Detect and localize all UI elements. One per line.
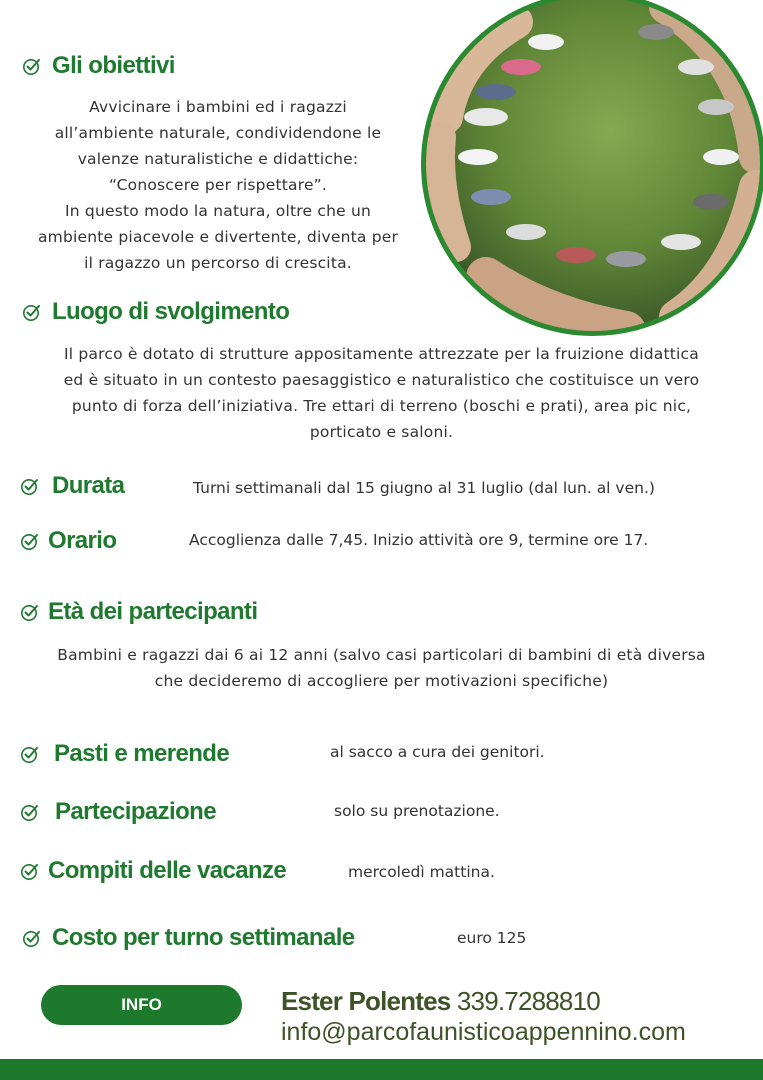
heading-pasti [20, 740, 229, 768]
text-line: In questo modo la natura, oltre che un [64, 202, 371, 220]
text-line: Il parco è dotato di strutture appositamente attrezzate per la fruizione didattica [64, 345, 699, 363]
heading-luogo-label: Luogo di svolgimento [52, 298, 290, 325]
check-circle-icon [20, 602, 40, 622]
contact-phone[interactable]: 339.7288810 [456, 986, 600, 1016]
heading-eta [20, 598, 257, 626]
text-line: Bambini e ragazzi dai 6 ai 12 anni (salvo casi particolari di bambini di età diversa [57, 646, 706, 664]
text-line: ambiente piacevole e divertente, diventa per [37, 228, 399, 246]
check-circle-icon [22, 928, 42, 948]
info-button[interactable] [41, 985, 242, 1025]
text-line: Avvicinare i bambini ed i ragazzi [89, 98, 347, 116]
check-circle-icon [20, 531, 40, 551]
costo-text: euro 125 [457, 929, 527, 947]
compiti-text: mercoledì mattina. [348, 863, 495, 881]
check-circle-icon [20, 476, 40, 496]
orario-text: Accoglienza dalle 7,45. Inizio attività ore 9, termine ore 17. [189, 531, 649, 549]
text-line: valenze naturalistiche e didattiche: [77, 150, 359, 168]
check-circle-icon [22, 302, 42, 322]
info-button-label: INFO [121, 995, 162, 1014]
heading-compiti-label: Compiti delle vacanze [48, 857, 287, 884]
contact-name: Ester Polentes [281, 986, 451, 1016]
check-circle-icon [20, 802, 40, 822]
obiettivi-text [20, 94, 416, 276]
heading-partecipazione-label: Partecipazione [55, 798, 216, 825]
heading-obiettivi-label: Gli obiettivi [52, 52, 175, 79]
text-line: punto di forza dell’iniziativa. Tre ettari di terreno (boschi e prati), area pic nic, [71, 397, 692, 415]
check-circle-icon [22, 56, 42, 76]
heading-compiti [20, 857, 286, 885]
heading-costo-label: Costo per turno settimanale [52, 924, 355, 951]
contact-line [281, 986, 600, 1017]
heading-eta-label: Età dei partecipanti [48, 598, 258, 625]
check-circle-icon [20, 861, 40, 881]
eta-text [20, 642, 743, 694]
heading-luogo [22, 298, 289, 326]
contact-email[interactable]: info@parcofaunisticoappennino.com [281, 1018, 686, 1046]
heading-orario [20, 527, 116, 555]
text-line: il ragazzo un percorso di crescita. [84, 254, 352, 272]
text-line: che decideremo di accogliere per motivazioni specifiche) [154, 672, 609, 690]
text-line: all’ambiente naturale, condividendone le [54, 124, 382, 142]
text-line: “Conoscere per rispettare”. [108, 176, 328, 194]
kids-circle-photo [421, 0, 763, 336]
luogo-text [20, 341, 743, 445]
text-line: porticato e saloni. [309, 423, 454, 441]
heading-costo [22, 924, 355, 952]
heading-obiettivi [22, 52, 175, 80]
partecipazione-text: solo su prenotazione. [334, 802, 500, 820]
heading-durata [20, 472, 124, 500]
heading-orario-label: Orario [48, 527, 117, 554]
footer-bar [0, 1059, 763, 1080]
heading-durata-label: Durata [52, 472, 125, 499]
pasti-text: al sacco a cura dei genitori. [330, 743, 545, 761]
check-circle-icon [20, 744, 40, 764]
photo-illustration [426, 0, 760, 331]
text-line: ed è situato in un contesto paesaggistico e naturalistico che costituisce un vero [63, 371, 700, 389]
heading-pasti-label: Pasti e merende [54, 740, 230, 767]
heading-partecipazione [20, 798, 216, 826]
durata-text: Turni settimanali dal 15 giugno al 31 luglio (dal lun. al ven.) [193, 479, 655, 497]
